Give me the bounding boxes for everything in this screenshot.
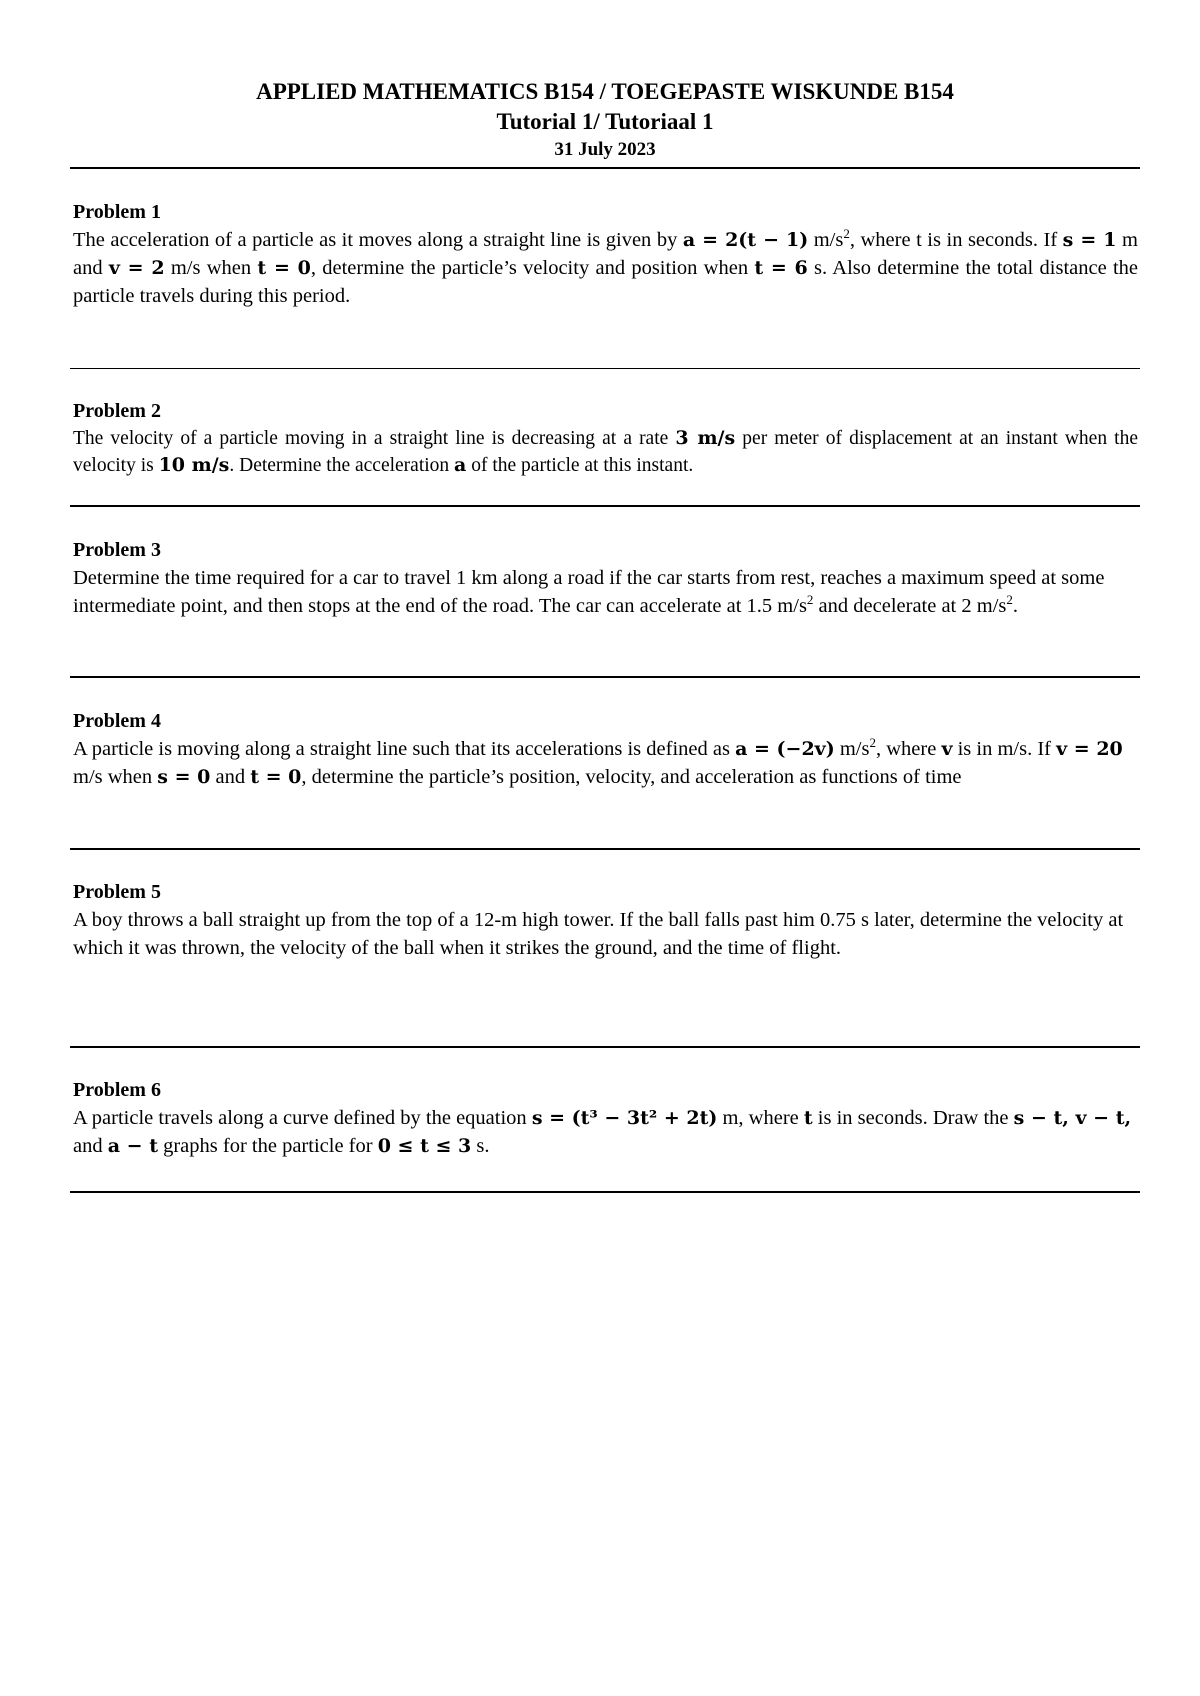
problem-6-text-part: A particle travels along a curve defined by the equation: [73, 1107, 532, 1129]
problem-6-text: [73, 1104, 1138, 1160]
problem-2-text-part: per meter of displacement at an instant when the velocity is: [73, 428, 1138, 476]
problem-2: [73, 397, 1138, 479]
problem-2-equation: a: [454, 454, 467, 476]
divider-problem-5: [70, 1046, 1140, 1048]
superscript: 2: [869, 735, 876, 751]
problem-4-equation: t = 0: [250, 766, 302, 788]
problem-1-equation: v = 2: [108, 257, 165, 279]
problem-4-text-part: m/s: [834, 738, 870, 760]
problem-6-equation: s − t, v − t,: [1013, 1107, 1132, 1129]
document-date: 31 July 2023: [554, 139, 656, 160]
problem-5-title: Problem 5: [73, 881, 161, 903]
problem-2-text: [73, 425, 1138, 479]
problem-4-equation: s = 0: [157, 766, 211, 788]
problem-1-equation: s = 1: [1062, 229, 1117, 251]
problem-4-text-part: A particle is moving along a straight line such that its accelerations is defined as: [73, 738, 736, 760]
problem-4-text-part: , where: [875, 738, 942, 760]
problem-2-text-part: of the particle at this instant.: [466, 455, 694, 476]
superscript: 2: [1006, 592, 1013, 608]
problem-1-text-part: m/s when: [164, 257, 258, 279]
divider-problem-3: [70, 676, 1140, 678]
problem-3-text-part: and decelerate at 2 m/s: [813, 595, 1007, 617]
problem-2-equation: 3 m/s: [675, 427, 736, 449]
problem-4-equation: a = (−2v): [735, 738, 835, 760]
document-subtitle: Tutorial 1/ Tutoriaal 1: [496, 109, 714, 134]
problem-2-title: Problem 2: [73, 400, 161, 422]
problem-4-text-part: m/s when: [73, 766, 158, 788]
problem-1-text-part: , where t is in seconds. If: [849, 229, 1063, 251]
document-header: [70, 0, 1140, 163]
problem-1-text-part: s. Also determine the total distance the particle travels during this period.: [73, 257, 1138, 307]
problem-6: [73, 1076, 1138, 1160]
problem-4-text-part: is in m/s. If: [952, 738, 1057, 760]
problem-2-text-part: The velocity of a particle moving in a straight line is decreasing at a rate: [73, 428, 676, 449]
problem-6-equation: 0 ≤ t ≤ 3: [377, 1135, 472, 1157]
problem-5: [73, 878, 1138, 962]
problem-6-text-part: is in seconds. Draw the: [812, 1107, 1014, 1129]
problem-1-text-part: The acceleration of a particle as it moves along a straight line is given by: [73, 229, 683, 251]
problem-4-text-part: , determine the particle’s position, velocity, and acceleration as functions of time: [301, 766, 962, 788]
problem-4: [73, 707, 1138, 791]
problem-1-equation: t = 6: [754, 257, 808, 279]
document-page: [70, 0, 1140, 163]
problem-3: [73, 536, 1138, 620]
superscript: 2: [806, 592, 814, 608]
problem-6-text-part: graphs for the particle for: [157, 1135, 378, 1157]
problem-3-text: [73, 564, 1138, 620]
problem-6-text-part: s.: [471, 1135, 490, 1157]
problem-4-equation: v: [941, 738, 953, 760]
divider-problem-4: [70, 848, 1140, 850]
problem-4-equation: v = 20: [1056, 738, 1123, 760]
divider-problem-2: [70, 505, 1140, 507]
problem-1-equation: t = 0: [257, 257, 311, 279]
problem-6-equation: t: [803, 1107, 813, 1129]
divider-problem-6: [70, 1191, 1140, 1193]
superscript: 2: [843, 226, 850, 242]
problem-1-text-part: m and: [73, 229, 1138, 279]
problem-6-title: Problem 6: [73, 1079, 161, 1101]
problem-3-text-part: Determine the time required for a car to travel 1 km along a road if the car starts from rest, reaches a maximum speed at some intermediate point, and then stops at the end of the road. The car can accelerate at 1.5 m/s: [73, 567, 1105, 617]
problem-2-equation: 10 m/s: [158, 454, 230, 476]
problem-3-title: Problem 3: [73, 539, 161, 561]
divider-problem-1: [70, 368, 1140, 369]
problem-6-text-part: m, where: [717, 1107, 804, 1129]
problem-2-text-part: . Determine the acceleration: [229, 455, 455, 476]
problem-5-text: A boy throws a ball straight up from the top of a 12-m high tower. If the ball falls past him 0.75 s later, determine the velocity at which it was thrown, the velocity of the ball when it strikes the ground, and the time of flight.: [73, 909, 1124, 959]
header-divider: [70, 167, 1140, 169]
problem-6-text-part: and: [73, 1135, 108, 1157]
problem-1-equation: a = 2(t − 1): [682, 229, 809, 251]
problem-3-text-part: .: [1012, 595, 1018, 617]
problem-4-text-part: and: [210, 766, 251, 788]
document-title: APPLIED MATHEMATICS B154 / TOEGEPASTE WISKUNDE B154: [256, 79, 954, 104]
problem-1-title: Problem 1: [73, 201, 161, 223]
problem-6-equation: s = (t³ − 3t² + 2t): [531, 1107, 718, 1129]
problem-4-text: [73, 735, 1138, 791]
problem-4-title: Problem 4: [73, 710, 161, 732]
problem-6-equation: a − t: [107, 1135, 158, 1157]
problem-1-text-part: , determine the particle’s velocity and position when: [310, 257, 755, 279]
problem-1: [73, 198, 1138, 310]
problem-1-text: [73, 226, 1138, 310]
problem-1-text-part: m/s: [808, 229, 844, 251]
